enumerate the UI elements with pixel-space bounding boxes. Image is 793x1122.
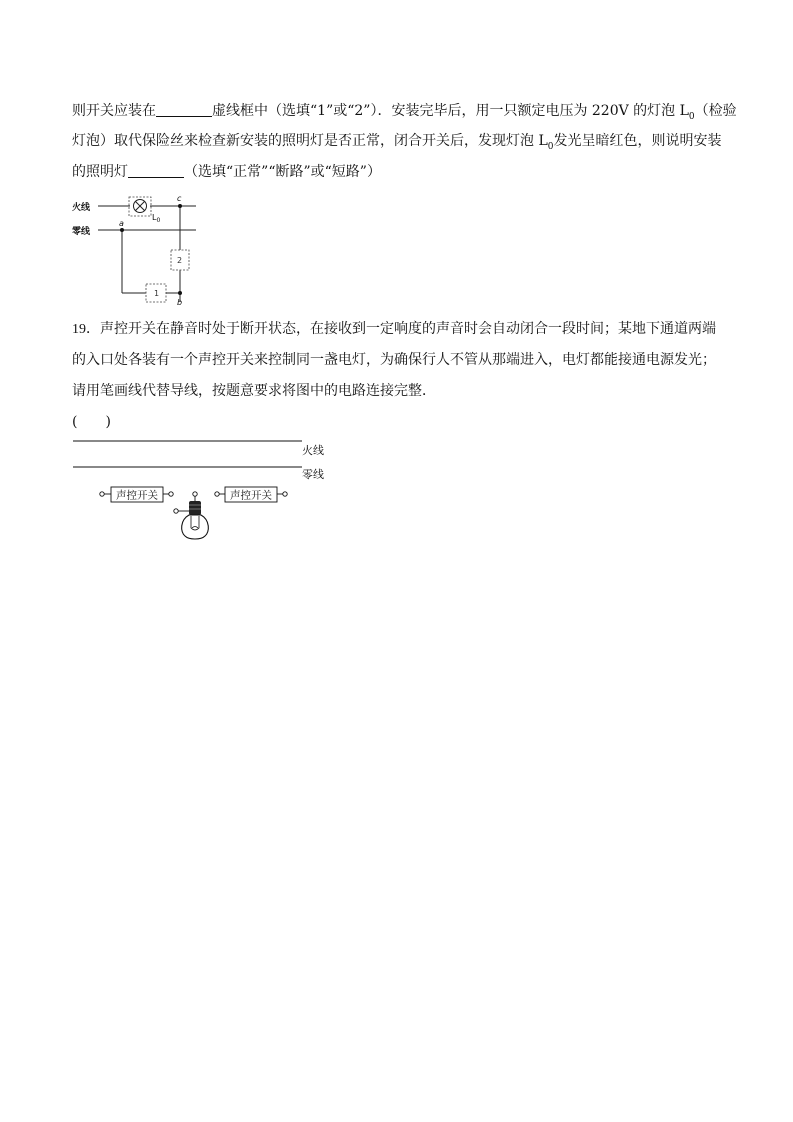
- q18-text: 发光呈暗红色，则说明安装: [553, 133, 722, 149]
- lamp-label-sub: 0: [156, 217, 161, 224]
- light-bulb-icon: [174, 492, 209, 539]
- answer-parentheses[interactable]: ( ): [72, 414, 111, 430]
- q18-line-1: [72, 101, 737, 127]
- terminal[interactable]: [215, 492, 219, 496]
- q19-answer-paren: [72, 412, 732, 432]
- point-b-label: b: [177, 298, 183, 307]
- q18-text: 的照明灯: [72, 164, 128, 180]
- q18-text: 则开关应装在: [72, 103, 156, 119]
- q18-text: 虚线框中（选填“1”或“2”）．安装完毕后，用一只额定电压为 220V 的灯泡 L: [212, 103, 689, 119]
- terminal[interactable]: [174, 509, 178, 513]
- junction-a: [120, 228, 124, 232]
- answer-blank[interactable]: [128, 163, 184, 178]
- q19-line-2: [72, 350, 732, 370]
- terminal[interactable]: [169, 492, 173, 496]
- terminal[interactable]: [193, 492, 197, 496]
- q19-circuit-diagram: [70, 432, 335, 547]
- sound-switch-left-label: 声控开关: [116, 489, 158, 502]
- point-a-label: a: [119, 219, 124, 228]
- q19-line-1: [72, 319, 732, 340]
- point-c-label: c: [177, 194, 182, 203]
- sound-switch-right-label: 声控开关: [230, 489, 272, 502]
- bulb-glass: [182, 515, 209, 539]
- answer-blank[interactable]: [156, 102, 212, 117]
- neutral-label: 零线: [302, 468, 324, 481]
- subscript: 0: [547, 141, 554, 152]
- q18-circuit-diagram: [70, 192, 210, 307]
- q18-line-3: [72, 162, 732, 182]
- q18-line-2: [72, 131, 732, 157]
- lamp-label-main: L: [152, 213, 157, 222]
- terminal[interactable]: [100, 492, 104, 496]
- q19-text: ．声控开关在静音时处于断开状态，在接收到一定响度的声音时会自动闭合一段时间；某地下通道两端: [86, 321, 716, 337]
- junction-c: [178, 204, 182, 208]
- q18-text: （检验: [694, 103, 737, 119]
- bulb-base: [189, 501, 201, 515]
- q19-text: 请用笔画线代替导线，按题意要求将图中的电路连接完整．: [72, 383, 436, 399]
- q19-line-3: [72, 381, 732, 401]
- lamp-label: [152, 213, 160, 224]
- box-2-label: 2: [177, 256, 183, 265]
- terminal[interactable]: [283, 492, 287, 496]
- q18-text: 灯泡）取代保险丝来检查新安装的照明灯是否正常，闭合开关后，发现灯泡 L: [72, 133, 548, 149]
- box-1-label: 1: [154, 289, 160, 298]
- q18-text: （选填“正常”“断路”或“短路”）: [184, 164, 381, 180]
- neutral-label: 零线: [72, 227, 91, 237]
- live-label: 火线: [302, 444, 324, 457]
- subscript: 0: [688, 111, 695, 122]
- live-label: 火线: [72, 203, 91, 213]
- q19-text: 的入口处各装有一个声控开关来控制同一盏电灯，为确保行人不管从那端进入，电灯都能接通电源发光；: [72, 352, 716, 368]
- question-number: 19: [72, 322, 86, 337]
- junction-b: [178, 291, 182, 295]
